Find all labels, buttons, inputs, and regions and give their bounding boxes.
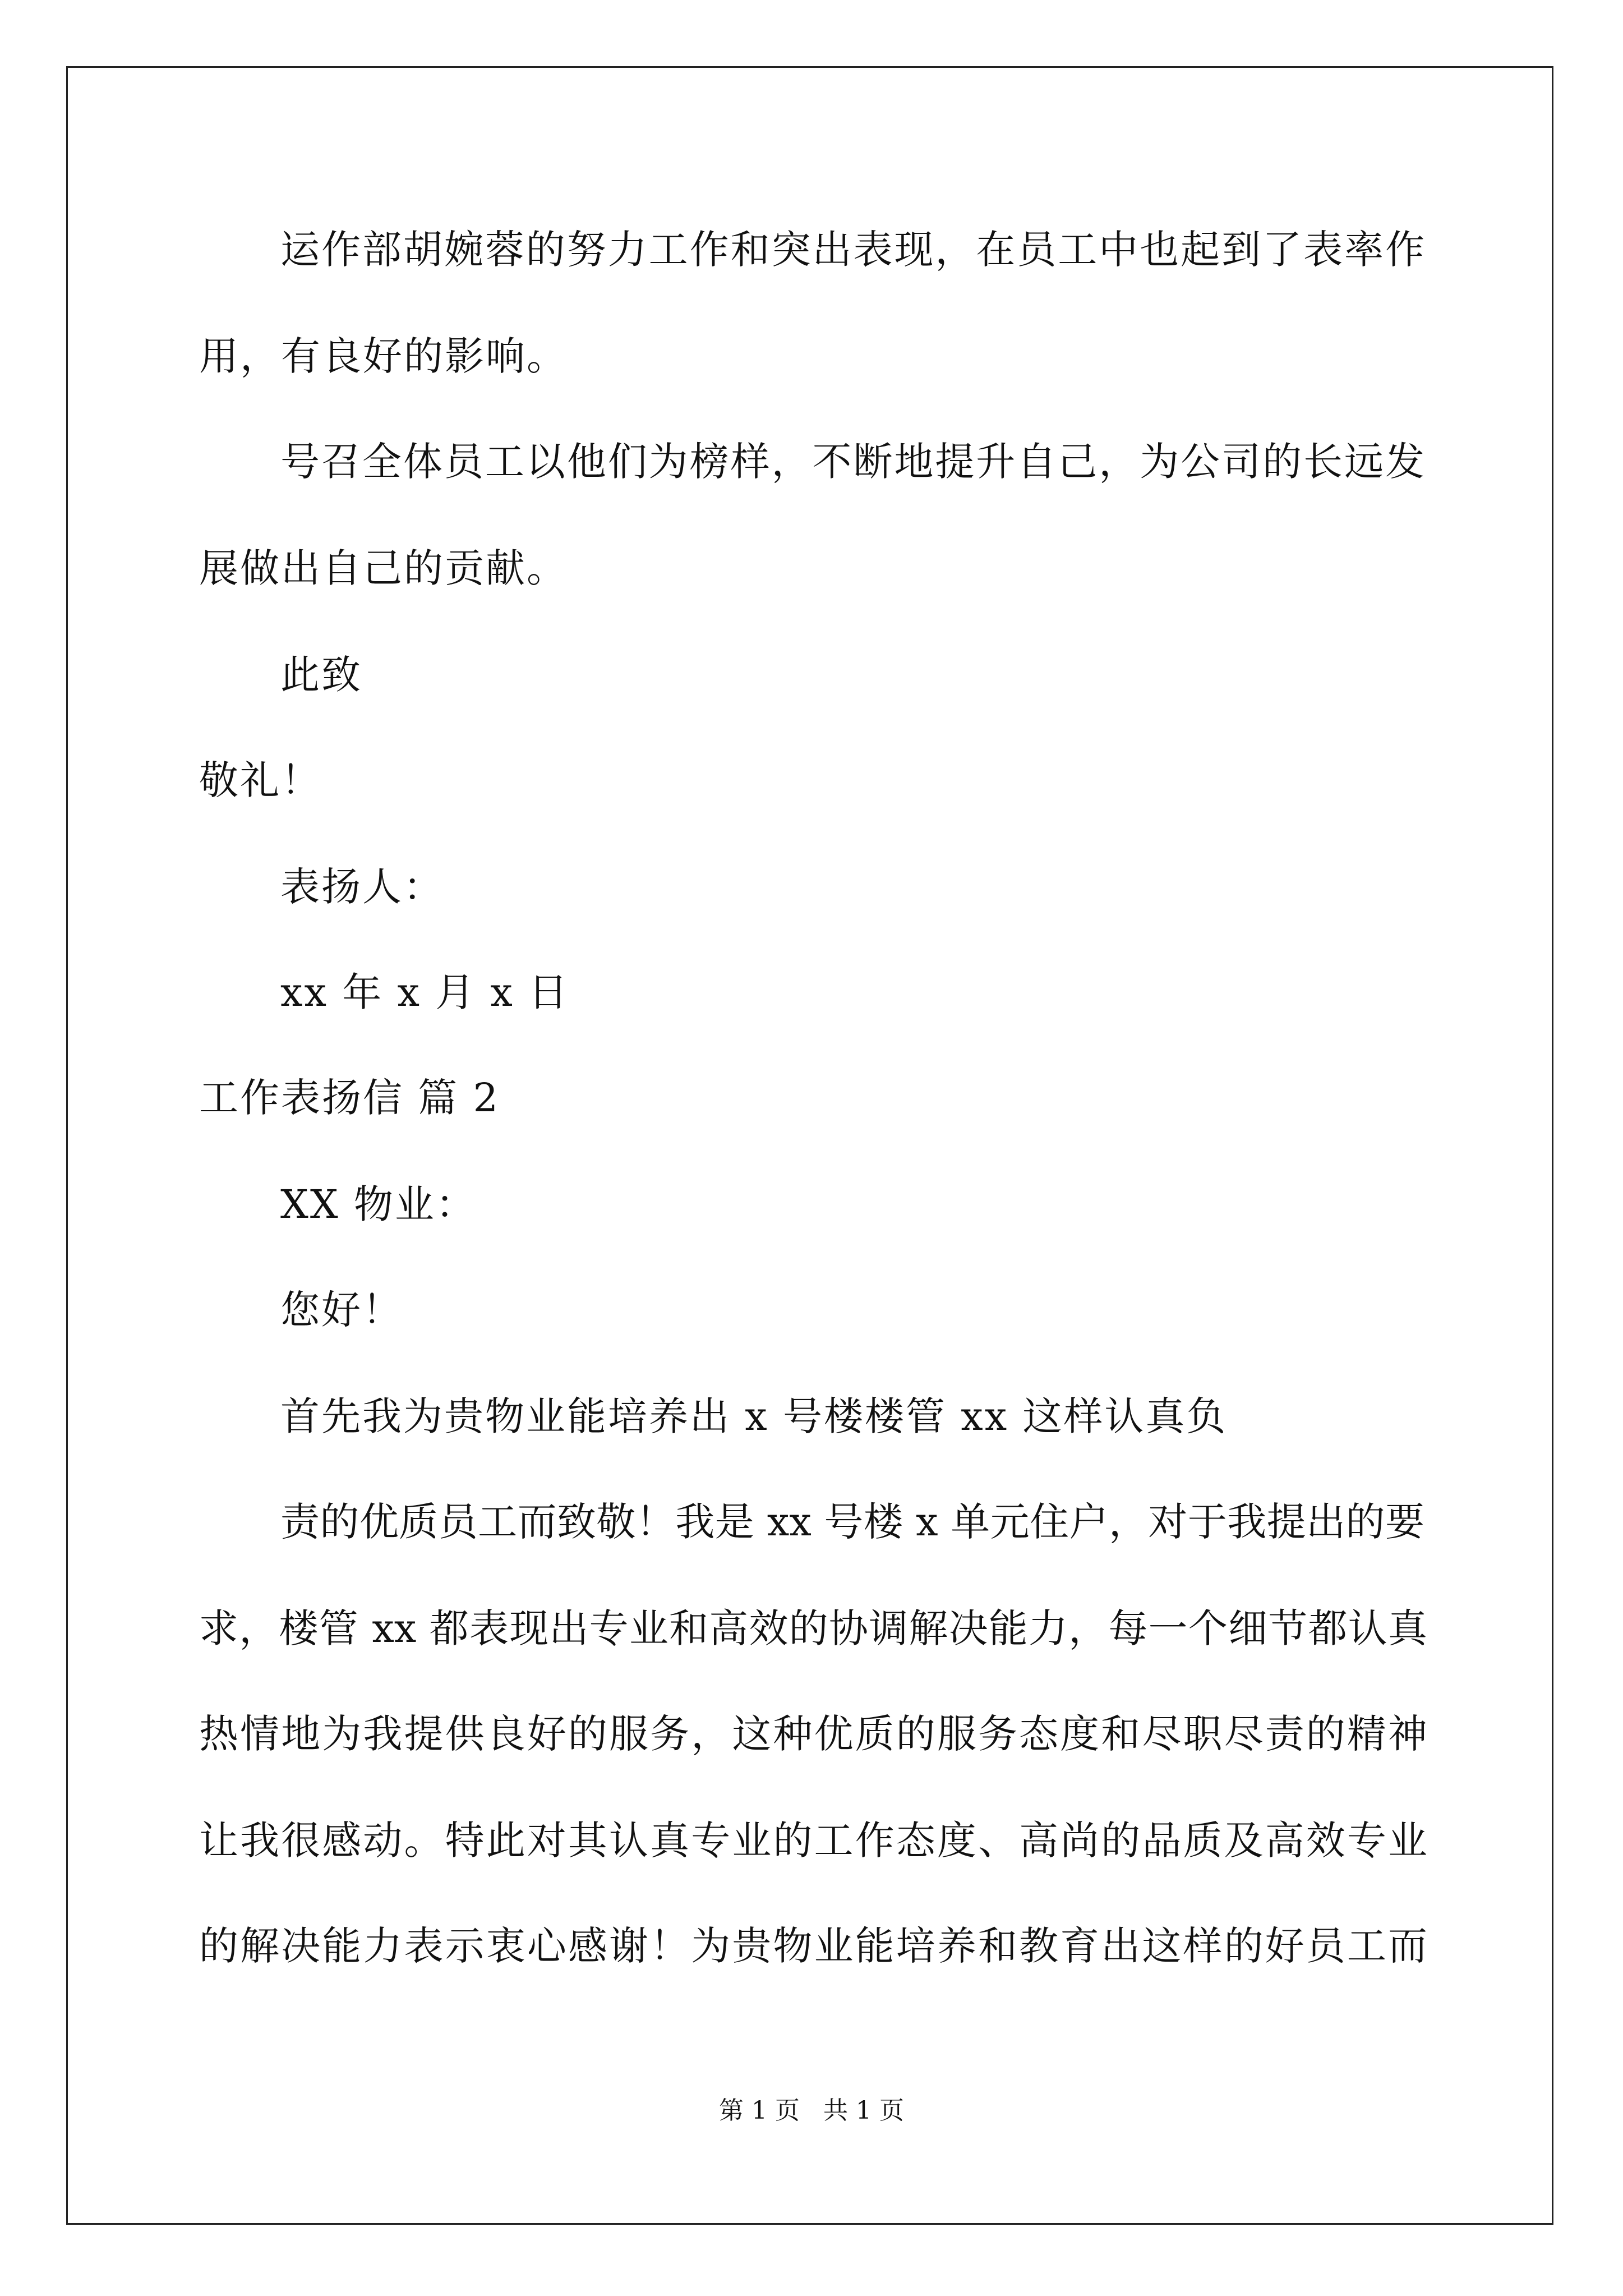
signer-label: 表扬人：: [280, 864, 444, 910]
text-line: 展做出自己的贡献。: [199, 545, 568, 591]
text-line: 运作部胡婉蓉的努力工作和突出表现，在员工中也起到了表率作: [280, 227, 1424, 273]
greeting-line: 您好！: [280, 1287, 403, 1333]
text-line: 用，有良好的影响。: [199, 333, 568, 379]
date-line: xx 年 x 月 x 日: [280, 969, 570, 1015]
recipient-line: XX 物业：: [280, 1181, 477, 1227]
text-line: 敬礼！: [199, 757, 322, 803]
page-border: [66, 66, 1553, 2225]
text-line: 号召全体员工以他们为榜样，不断地提升自己，为公司的长远发: [280, 439, 1424, 485]
text-line: 责的优质员工而致敬！我是 xx 号楼 x 单元住户，对于我提出的要: [280, 1499, 1424, 1545]
section-heading: 工作表扬信 篇 2: [199, 1075, 500, 1121]
text-line: 求，楼管 xx 都表现出专业和高效的协调解决能力，每一个细节都认真: [199, 1605, 1427, 1651]
text-line: 让我很感动。特此对其认真专业的工作态度、高尚的品质及高效专业: [199, 1818, 1427, 1864]
page-footer: 第 1 页 共 1 页: [719, 2096, 904, 2125]
text-line: 热情地为我提供良好的服务，这种优质的服务态度和尽职尽责的精神: [199, 1711, 1427, 1757]
text-line: 的解决能力表示衷心感谢！为贵物业能培养和教育出这样的好员工而: [199, 1923, 1427, 1969]
text-line: 首先我为贵物业能培养出 x 号楼楼管 xx 这样认真负: [280, 1393, 1228, 1439]
text-line: 此致: [280, 652, 362, 698]
